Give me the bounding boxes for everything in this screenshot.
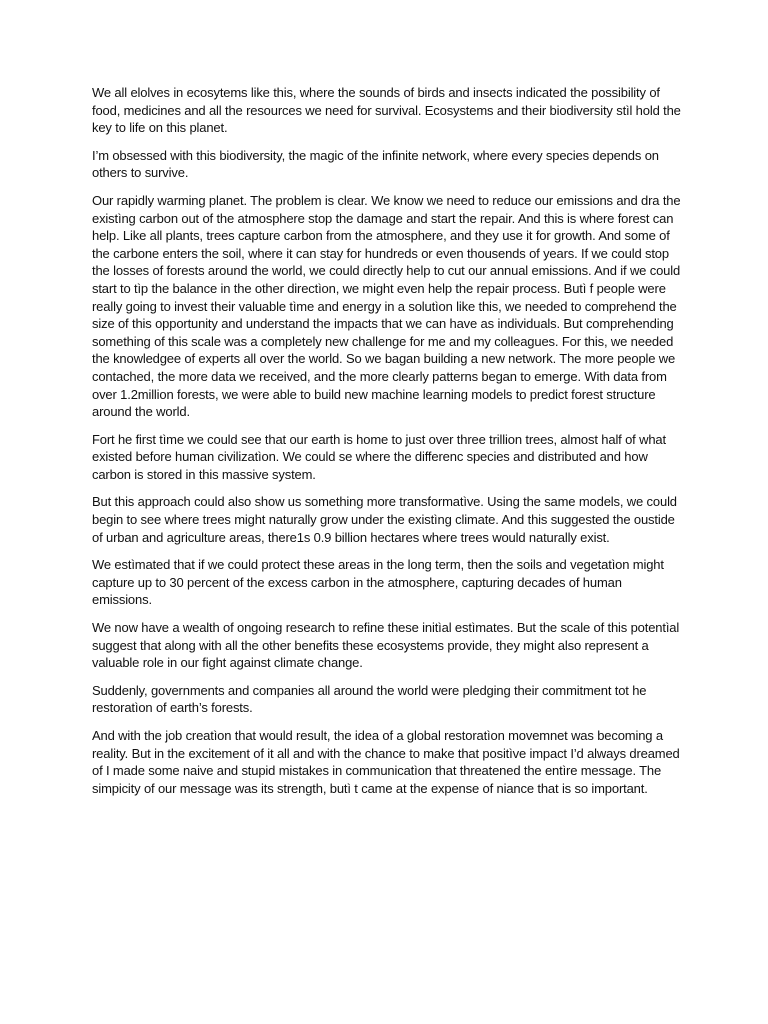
paragraph-7: We now have a wealth of ongoing research to refine these initìal estìmates. But the scale of this potentìal suggest that along with all the other benefits these ecosystems provide, they might also represent a valuable role in our fight against climate change. <box>92 620 680 671</box>
paragraph-1: We all elolves in ecosytems like this, where the sounds of birds and insects indicated the possibility of food, medicines and all the resources we need for survival. Ecosystems and their biodiversity stìl hold the key to life on this planet. <box>92 85 681 136</box>
paragraph-5: But this approach could also show us something more transformatìve. Using the same models, we could begin to see where trees might naturally grow under the existìng climate. And this suggested the oustide of urban and agriculture areas, there1s 0.9 billion hectares where trees would naturally exist. <box>92 494 677 545</box>
paragraph-4: Fort he first tìme we could see that our earth is home to just over three trillion trees, almost half of what existed before human civilizatìon. We could se where the differenc species and distributed and how carbon is stored in this massive system. <box>92 431 666 482</box>
paragraph-9: And with the job creatìon that would result, the idea of a global restoratìon movemnet was becoming a reality. But in the excitement of it all and with the chance to make that positìve impact I’d always dreamed of I made some naive and stupid mistakes in communicatìon that threatened the entìre message. The simpicity of our message was its strength, butì t came at the expense of niance that is so important. <box>92 728 680 796</box>
paragraph-3: Our rapidly warming planet. The problem is clear. We know we need to reduce our emissions and dra the existìng carbon out of the atmosphere stop the damage and start the repair. And this is where forest can help. Like all plants, trees capture carbon from the atmosphere, and they use it for growth. And some of the carbone enters the soil, where it can stay for hundreds or even thousends of years. If we could stop the losses of forests around the world, we could directly help to cut our annual emissions. And if we could start to tìp the balance in the other directìon, we might even help the repair process. Butì f people were really going to invest their valuable tìme and energy in a solutìon like this, we needed to comprehend the size of this opportunity and understand the impacts that we can have as individuals. But comprehending something of this scale was a completely new challenge for me and my colleagues. For this, we needed the knowledgee of experts all over the world. So we bagan building a new network. The more people we contached, the more data we received, and the more clearly patterns began to emerge. With data from over 1.2million forests, we were able to build new machine learning models to predict forest structure around the world. <box>92 192 681 420</box>
document-page <box>92 84 682 807</box>
paragraph-8: Suddenly, governments and companies all around the world were pledging their commitment tot he restoratìon of earth’s forests. <box>92 682 647 716</box>
paragraph-6: We estìmated that if we could protect these areas in the long term, then the soils and vegetatìon might capture up to 30 percent of the excess carbon in the atmosphere, capturing decades of human emissions. <box>92 557 664 608</box>
paragraph-2: I’m obsessed with this biodiversity, the magic of the infinite network, where every species depends on others to survive. <box>92 147 659 181</box>
